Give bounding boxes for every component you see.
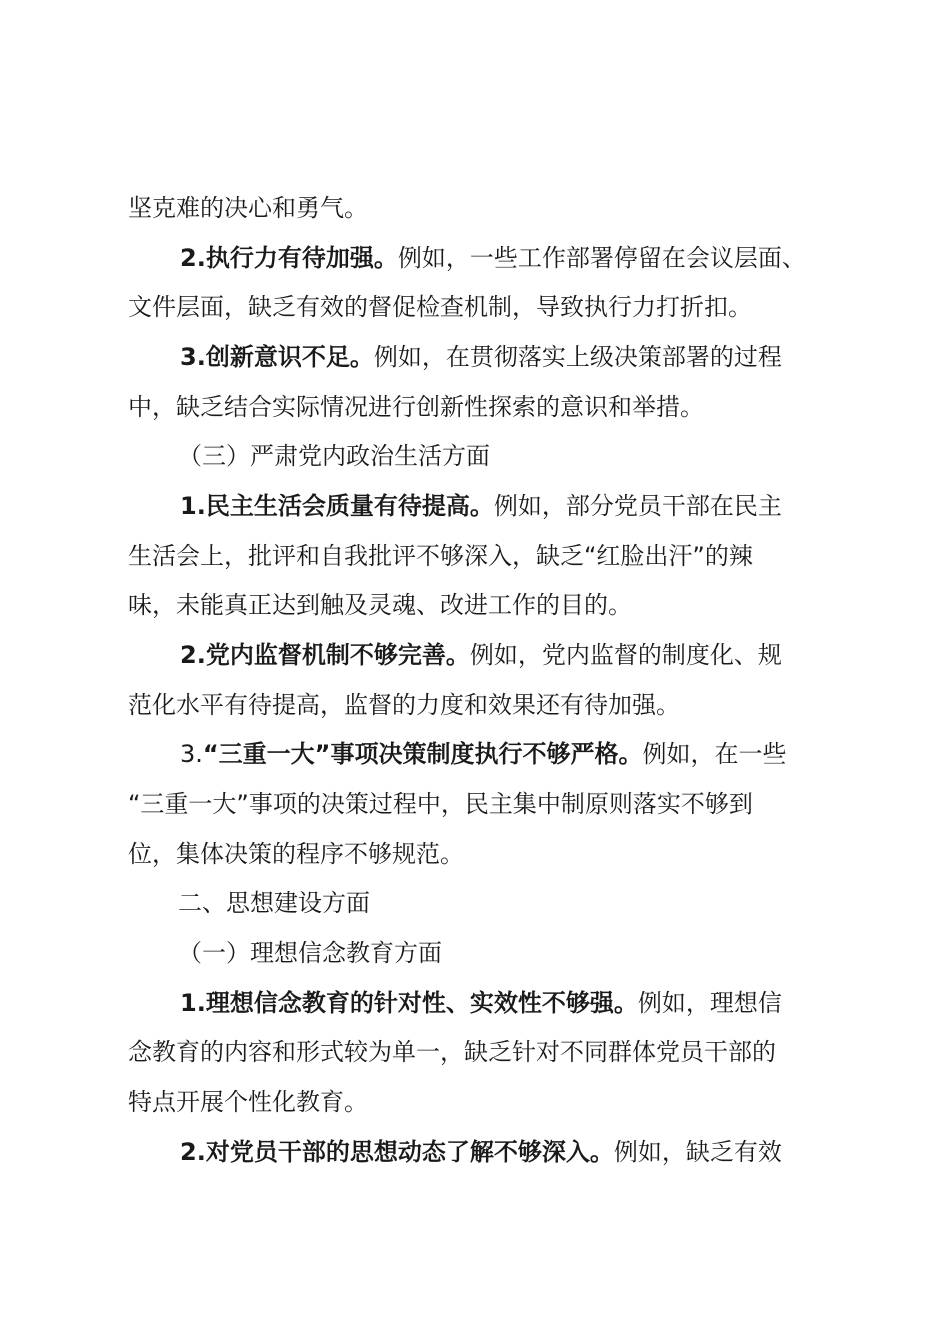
body-line: 范化水平有待提高，监督的力度和效果还有待加强。 xyxy=(128,691,680,719)
item-heading: 3.创新意识不足。 xyxy=(180,343,374,371)
body-line: 坚克难的决心和勇气。 xyxy=(128,194,368,222)
body-line: “三重一大”事项的决策过程中，民主集中制原则落实不够到 xyxy=(128,790,753,818)
section-heading: （一）理想信念教育方面 xyxy=(178,939,442,967)
body-line: 念教育的内容和形式较为单一，缺乏针对不同群体党员干部的 xyxy=(128,1038,776,1066)
body-line: 生活会上，批评和自我批评不够深入，缺乏“红脸出汗”的辣 xyxy=(128,542,753,570)
body-line: 2.执行力有待加强。例如，一些工作部署停留在会议层面、 xyxy=(180,244,806,272)
item-heading: 2.党内监督机制不够完善。 xyxy=(180,641,470,669)
section-heading: （三）严肃党内政治生活方面 xyxy=(178,442,490,470)
body-line: 位，集体决策的程序不够规范。 xyxy=(128,840,464,868)
item-heading: 1.民主生活会质量有待提高。 xyxy=(180,492,494,520)
body-line: 中，缺乏结合实际情况进行创新性探索的意识和举措。 xyxy=(128,393,704,421)
body-line: 3.创新意识不足。例如，在贯彻落实上级决策部署的过程 xyxy=(180,343,782,371)
item-heading: 2.对党员干部的思想动态了解不够深入。 xyxy=(180,1138,614,1166)
item-heading: 1.理想信念教育的针对性、实效性不够强。 xyxy=(180,989,638,1017)
body-line: 味，未能真正达到触及灵魂、改进工作的目的。 xyxy=(128,591,632,619)
body-line: 3.“三重一大”事项决策制度执行不够严格。例如，在一些 xyxy=(180,740,787,768)
body-line: 文件层面，缺乏有效的督促检查机制，导致执行力打折扣。 xyxy=(128,293,752,321)
body-line: 2.对党员干部的思想动态了解不够深入。例如，缺乏有效 xyxy=(180,1138,782,1166)
body-line: 1.民主生活会质量有待提高。例如，部分党员干部在民主 xyxy=(180,492,782,520)
item-heading: 2.执行力有待加强。 xyxy=(180,244,398,272)
section-heading: 二、思想建设方面 xyxy=(178,889,370,917)
item-heading: “三重一大”事项决策制度执行不够严格。 xyxy=(202,740,643,768)
body-line: 2.党内监督机制不够完善。例如，党内监督的制度化、规 xyxy=(180,641,782,669)
body-line: 特点开展个性化教育。 xyxy=(128,1088,368,1116)
body-line: 1.理想信念教育的针对性、实效性不够强。例如，理想信 xyxy=(180,989,782,1017)
